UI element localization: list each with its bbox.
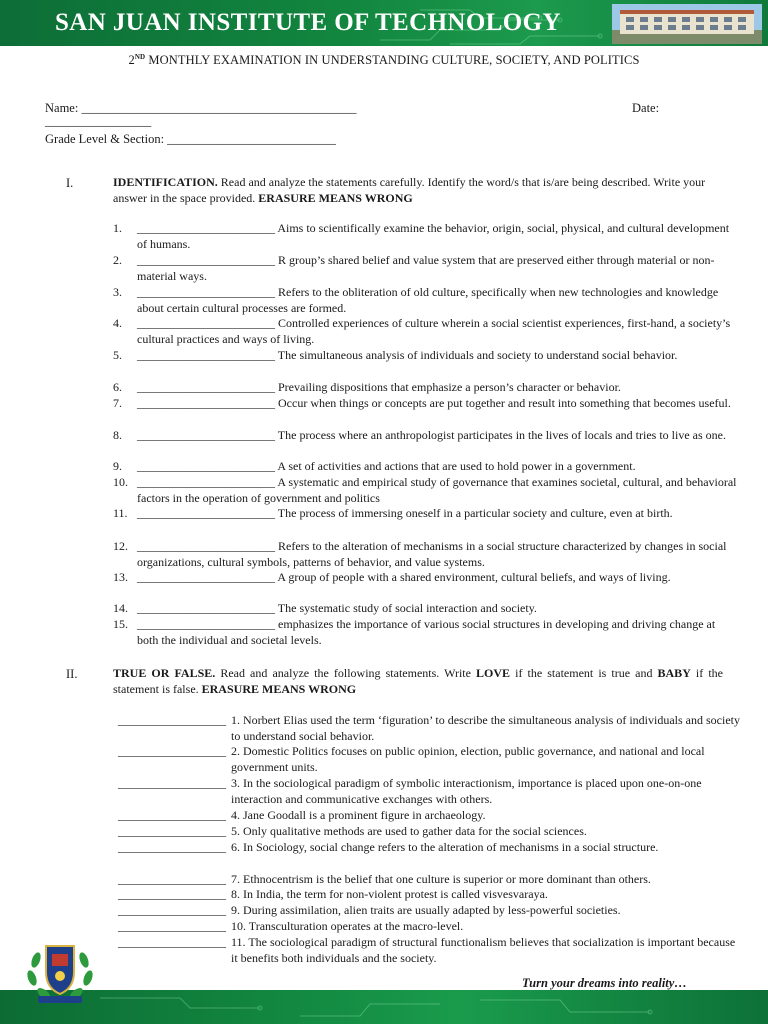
answer-blank[interactable]: __________________ [118,887,226,901]
item-text[interactable]: _______________________ A group of people with a shared environment, cultural beliefs, and ways of living. [137,570,671,584]
item-number: 6. [113,380,122,394]
item-text[interactable]: _______________________ The process of immersing oneself in a particular society and culture, even at birth. [137,506,673,520]
item-text[interactable]: _______________________ Prevailing dispositions that emphasize a person’s character or behavior. [137,380,621,394]
date-field[interactable]: _________________ [45,114,152,128]
item-number: 1. [113,221,122,235]
item-number: 4. [113,316,122,330]
motto: Turn your dreams into reality… [522,976,687,990]
item-text[interactable]: _______________________ emphasizes the importance of various social structures in developing and driving change at both the individual and societal levels. [137,617,716,647]
item-number: 15. [113,617,128,631]
name-field[interactable]: Name: ____________________________________________ [45,101,357,115]
answer-blank[interactable]: __________________ [118,808,226,822]
item-text: 6. In Sociology, social change refers to the alteration of mechanisms in a social structure. [231,840,659,854]
item-text: 8. In India, the term for non-violent protest is called visvesvaraya. [231,887,548,901]
item-text[interactable]: _______________________ Controlled experiences of culture wherein a social scientist experiences, first-hand, a society’s cultural practices and ways of living. [137,316,731,346]
item-number: 2. [113,253,122,267]
item-text[interactable]: _______________________ A systematic and empirical study of governance that examines societal, cultural, and behavioral factors in the operation of government and politics [137,475,737,505]
answer-blank[interactable]: __________________ [118,840,226,854]
answer-blank[interactable]: __________________ [118,872,226,886]
answer-blank[interactable]: __________________ [118,824,226,838]
item-text: 1. Norbert Elias used the term ‘figuration’ to describe the simultaneous analysis of individuals and society to understand social behavior. [231,713,740,743]
answer-blank[interactable]: __________________ [118,919,226,933]
school-seal-logo [22,932,98,1008]
item-number: 14. [113,601,128,615]
item-text[interactable]: _______________________ R group’s shared belief and value system that are preserved either through material or non-material ways. [137,253,715,283]
section-1-number: I. [66,176,74,190]
item-text[interactable]: _______________________ The simultaneous analysis of individuals and society to understand social behavior. [137,348,678,362]
section-2-number: II. [66,667,78,681]
item-text: 9. During assimilation, alien traits are usually adapted by less-powerful societies. [231,903,621,917]
answer-blank[interactable]: __________________ [118,903,226,917]
item-text: 5. Only qualitative methods are used to gather data for the social sciences. [231,824,587,838]
item-number: 11. [113,506,128,520]
answer-blank[interactable]: __________________ [118,744,226,758]
item-text[interactable]: _______________________ A set of activities and actions that are used to hold power in a government. [137,459,636,473]
item-number: 13. [113,570,128,584]
circuit-pattern [0,990,768,1024]
item-text: 7. Ethnocentrism is the belief that one culture is superior or more dominant than others. [231,872,651,886]
item-number: 8. [113,428,122,442]
item-text: 10. Transculturation operates at the macro-level. [231,919,464,933]
item-text: 4. Jane Goodall is a prominent figure in archaeology. [231,808,486,822]
item-number: 10. [113,475,128,489]
item-number: 3. [113,285,122,299]
answer-blank[interactable]: __________________ [118,935,226,949]
item-number: 12. [113,539,128,553]
item-text[interactable]: _______________________ The systematic study of social interaction and society. [137,601,537,615]
campus-building-image [612,4,762,44]
item-number: 5. [113,348,122,362]
school-name: SAN JUAN INSTITUTE OF TECHNOLOGY [55,9,561,36]
item-number: 7. [113,396,122,410]
item-text[interactable]: _______________________ The process where an anthropologist participates in the lives of locals and tries to live as one. [137,428,726,442]
section-1-instructions: IDENTIFICATION. Read and analyze the statements carefully. Identify the word/s that is/are being described. Write your answer in the space provided. ERASURE MEANS WRONG [113,175,706,205]
grade-section-field[interactable]: Grade Level & Section: ___________________________ [45,132,336,146]
answer-blank[interactable]: __________________ [118,776,226,790]
exam-title: 2ND MONTHLY EXAMINATION IN UNDERSTANDING CULTURE, SOCIETY, AND POLITICS [128,53,640,68]
item-text: 3. In the sociological paradigm of symbolic interactionism, importance is placed upon one-on-one interaction and communicative exchanges with others. [231,776,702,806]
item-text: 11. The sociological paradigm of structural functionalism believes that socialization is important because it benefits both individuals and the society. [231,935,736,965]
date-label: Date: [632,101,660,115]
item-text[interactable]: _______________________ Aims to scientifically examine the behavior, origin, social, physical, and cultural development of humans. [137,221,730,251]
item-text[interactable]: _______________________ Refers to the alteration of mechanisms in a social structure characterized by changes in social organizations, cultural symbols, patterns of behavior, and value systems. [137,539,727,569]
item-text: 2. Domestic Politics focuses on public opinion, election, public governance, and national and local government units. [231,744,705,774]
answer-blank[interactable]: __________________ [118,713,226,727]
section-2-instructions: TRUE OR FALSE. Read and analyze the following statements. Write LOVE if the statement is true and BABY if the statement is false. ERASURE MEANS WRONG [113,666,723,696]
item-text[interactable]: _______________________ Refers to the obliteration of old culture, specifically when new technologies and knowledge about certain cultural processes are formed. [137,285,719,315]
footer-banner [0,990,768,1024]
item-number: 9. [113,459,122,473]
item-text[interactable]: _______________________ Occur when things or concepts are put together and result into something that becomes useful. [137,396,731,410]
header-banner [0,0,768,46]
